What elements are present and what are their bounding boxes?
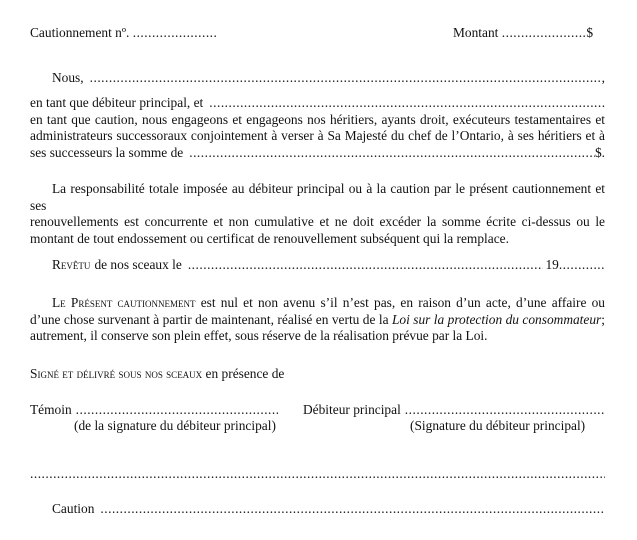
signed-statement — [30, 366, 284, 383]
principal-signature-dots — [405, 402, 605, 419]
void-line-2 — [30, 312, 605, 329]
law-name: Loi sur la protection du consommateur — [391, 311, 602, 327]
liability-line-3: montant de tout endossement ou certificat de renouvellement subséquent qui la remplace. — [30, 230, 509, 246]
sealed-date-dots — [188, 257, 544, 274]
sealed-date-line[interactable] — [52, 257, 605, 274]
witness-signature-line[interactable] — [30, 402, 278, 419]
principal-line-text: en tant que débiteur principal, et — [30, 95, 204, 110]
void-clause-paragraph — [30, 295, 605, 345]
blank-signature-line[interactable] — [30, 466, 605, 483]
void-line-1 — [30, 295, 605, 312]
nous-dots — [90, 70, 602, 87]
parties-paragraph — [30, 95, 605, 161]
bond-number-label: Cautionnement nº. — [30, 25, 130, 40]
witness-caption: (de la signature du débiteur principal) — [74, 418, 276, 433]
principal-line[interactable] — [30, 95, 605, 112]
signed-label-sc: Signé et délivré sous nos sceaux — [30, 366, 203, 381]
void-line-2-end: ; — [601, 311, 605, 327]
surety-signature-line[interactable] — [52, 501, 605, 518]
sum-end: $. — [594, 144, 605, 160]
bond-number-dots: ...................... — [132, 25, 218, 40]
blank-line-dots — [30, 466, 605, 483]
nous-label: Nous, — [52, 70, 84, 85]
amount-field[interactable] — [453, 25, 593, 42]
liability-paragraph — [30, 181, 605, 247]
bond-number-field[interactable] — [30, 25, 217, 42]
sealed-label-rest: de nos sceaux le — [94, 257, 182, 272]
void-lead: Le Présent cautionnement — [52, 295, 196, 310]
signed-label-rest: en présence de — [205, 366, 285, 381]
principal-caption: (Signature du débiteur principal) — [410, 418, 586, 433]
surety-line-1: en tant que caution, nous engageons et engageons nos héritiers, ayants droit, exécuteurs testamentaires et — [30, 111, 605, 127]
void-line-2-start: d’une chose survenant à partir de maintenant, réalisé en vertu de la — [30, 311, 389, 327]
void-line-3: autrement, il conserve son plein effet, sous réserve de la réalisation prévue par la Loi. — [30, 328, 488, 344]
principal-dots — [209, 95, 605, 112]
witness-dots — [76, 402, 278, 419]
sum-dots — [189, 145, 595, 162]
liability-line-2: renouvellements est concurrente et non cumulative et ne doit excéder la somme écrite ci-dessus ou le — [30, 214, 605, 230]
amount-label: Montant — [453, 25, 499, 40]
witness-label: Témoin — [30, 402, 72, 417]
year-dots: ............ — [558, 257, 605, 272]
sum-line[interactable] — [30, 145, 605, 162]
surety-dots — [100, 501, 605, 518]
liability-line-1: La responsabilité totale imposée au débiteur principal ou à la caution par le présent cautionnement et ses — [30, 181, 605, 213]
nous-line[interactable] — [52, 70, 605, 87]
sealed-label-sc: Revêtu — [52, 257, 91, 272]
year-prefix: 19 — [545, 257, 559, 272]
nous-end: , — [601, 70, 605, 85]
dollar-sign: $ — [586, 25, 594, 40]
sum-line-text: ses successeurs la somme de — [30, 144, 184, 160]
principal-label: Débiteur principal — [303, 402, 401, 417]
surety-label: Caution — [52, 501, 95, 516]
amount-dots: ...................... — [501, 25, 587, 40]
principal-signature-line[interactable] — [303, 402, 605, 419]
void-line-1-rest: est nul et non avenu s’il n’est pas, en raison d’un acte, d’une affaire ou — [200, 295, 605, 310]
surety-line-2: administrateurs successoraux conjointement à verser à Sa Majesté du chef de l’Ontario, à ses héritiers et à — [30, 128, 605, 144]
